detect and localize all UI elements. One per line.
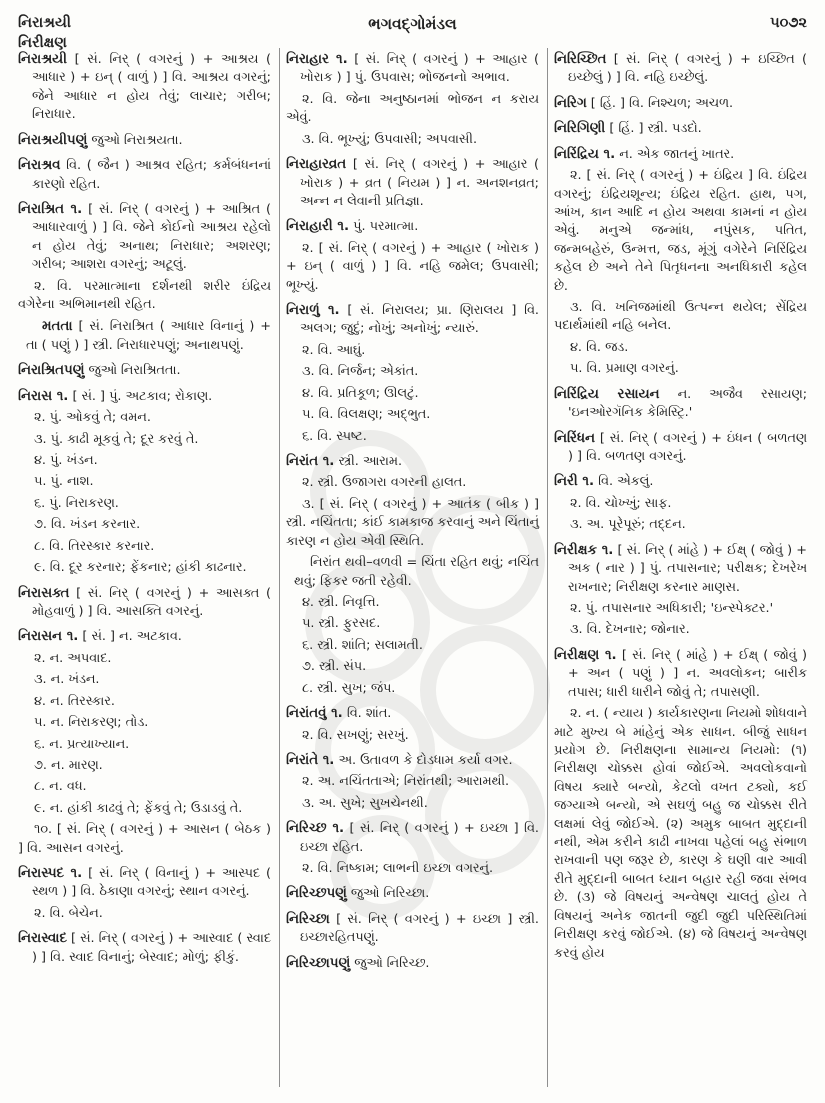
sense-line: ૨. અ. નચિંતતાએ; નિરાંતથી; આરામથી. xyxy=(302,774,510,790)
guide-word-last: નિરીક્ષણ xyxy=(18,34,67,51)
entry-lead: નિરિચ્છ ૧. [ સં. નિર્ ( વગરનું ) + ઇચ્છા ] વિ. ઇચ્છા રહિત. xyxy=(286,821,539,855)
entry-lead: નિરાશ્રવ વિ. ( જૈન ) આશ્રવ રહિત; કર્મબંધનનાં કારણો રહિત. xyxy=(18,158,271,192)
sense-line: ૨. પું. ઓકવું તે; વમન. xyxy=(34,410,151,426)
entry-lead: નિરાશ્રયીપણું જુઓ નિરાશ્રયતા. xyxy=(18,132,183,148)
sense-line: ૩. અ. પૂરેપૂરું; તદ્દન. xyxy=(570,517,686,533)
sense-line: ૩. વિ. દેખનાર; જોનાર. xyxy=(570,622,690,638)
entry-headword: નિરાશ્રયી xyxy=(18,52,67,67)
entry-headword: નિરાળું ૧. xyxy=(286,303,340,319)
sense-line: ૫. વિ. પ્રમાણ વગરનું. xyxy=(570,361,679,377)
sense-line: ૮. સ્ત્રી. સુખ; જંપ. xyxy=(302,680,396,696)
sense-line: ૨. વિ. નિષ્કામ; લાભની ઇચ્છા વગરનું. xyxy=(302,861,494,877)
sense-line: ૮. વિ. તિરસ્કાર કરનાર. xyxy=(34,538,155,554)
entry-headword: નિરાંત ૧. xyxy=(286,454,335,470)
sense-line: ૨. સ્ત્રી. ઉજાગરા વગરની હાલત. xyxy=(302,475,467,491)
entry-headword: નિરિચ્છપણું xyxy=(286,886,347,902)
entry-lead: નિરાસન ૧. [ સં. ] ન. અટકાવ. xyxy=(18,629,182,645)
entry-lead: નિરીક્ષણ ૧. [ સં. નિર્ ( માંહે ) + ઈક્ષ્ ( જોવું ) + અન ( પણું ) ] ન. અવલોકન; બારીક તપાસ; ધારી ધારીને જોવું તે; તપાસણી. xyxy=(554,647,807,700)
entry-lead: નિરાસક્ત [ સં. નિર્ ( વગરનું ) + આસક્ત ( મોહવાળું ) ] વિ. આસક્તિ વગરનું. xyxy=(18,585,271,619)
entry-lead: નિરિગ [ હિં. ] વિ. નિશ્ચળ; અચળ. xyxy=(554,95,734,111)
sub-entry: મતતા [ સં. નિરાશ્રિત ( આધાર વિનાનું ) + તા ( પણું ) ] સ્ત્રી. નિરાધારપણું; અનાથપણું. xyxy=(26,319,271,353)
entry-headword: નિરિંદ્રિય ૧. xyxy=(554,146,616,162)
sense-line: ૭. ન. મારણ. xyxy=(34,757,103,773)
entry-lead: નિરિંધન [ સં. નિર્ ( વગરનું ) + ઇંધન ( બળતણ ) ] વિ. બળતણ વગરનું. xyxy=(554,430,807,465)
sense-line: ૫. વિ. વિલક્ષણ; અદ્ભુત. xyxy=(302,407,431,423)
sense-line: ૩. [ સં. નિર્ ( વગરનું ) + આતંક ( બીક ) ] સ્ત્રી. નચિંતતા; કાંઈ કામકાજ કરવાનું અને ચિંતાનું કારણ ન હોય એવી સ્થિતિ. xyxy=(286,496,539,549)
entry-headword: નિરિંદ્રિય રસાયન xyxy=(554,386,660,402)
entry-headword: નિરિગિણી xyxy=(554,121,606,137)
entry-headword: નિરાસન ૧. xyxy=(18,629,79,645)
entry-lead: નિરિચ્છિત [ સં. નિર્ ( વગરનું ) + ઇચ્છિત ( ઇચ્છેલું ) ] વિ. નહિ ઇચ્છેલું. xyxy=(554,52,807,86)
entry-headword: નિરાશ્રવ xyxy=(18,158,61,174)
entry-lead: નિરિચ્છા [ સં. નિર્ ( વગરનું ) + ઇચ્છા ] સ્ત્રી. ઇચ્છારહિતપણું. xyxy=(286,911,539,946)
entry-headword: નિરાંતવું ૧. xyxy=(286,706,343,722)
entry-headword: નિરાહાર ૧. xyxy=(286,52,348,67)
entry-headword: નિરાહારવ્રત xyxy=(286,157,347,173)
sense-line: ૪. ન. તિરસ્કાર. xyxy=(34,693,115,709)
sense-line: ૬. વિ. સ્પષ્ટ. xyxy=(302,428,367,444)
entry-headword: નિરાસ્વાદ xyxy=(18,931,67,947)
column-1 xyxy=(12,48,279,1087)
entry-lead: નિરાહારી ૧. પું. પરમાત્મા. xyxy=(286,219,419,235)
sense-line: ૨. ન. અપવાદ. xyxy=(34,650,112,666)
sense-line: ૨. વિ. બેચેન. xyxy=(34,905,103,921)
entry-headword: નિરી ૧. xyxy=(554,474,595,490)
entry-lead: નિરીક્ષક ૧. [ સં. નિર્ ( માંહે ) + ઈક્ષ્ ( જોવું ) + અક ( નાર ) ] પું. તપાસનાર; પરીક્ષક; દેખરેખ રાખનાર; નિરીક્ષણ કરનાર માણસ. xyxy=(554,542,807,595)
entry-lead: નિરી ૧. વિ. એકલું. xyxy=(554,474,654,490)
sense-line: ૫. ન. નિરાકરણ; તોડ. xyxy=(34,715,149,731)
sense-line: ૧૦. [ સં. નિર્ ( વગરનું ) + આસન ( બેઠક ) ] વિ. આસન વગરનું. xyxy=(18,822,271,856)
sense-line: ૪. વિ. જડ. xyxy=(570,339,629,355)
entry-headword: નિરાસ ૧. xyxy=(18,388,69,404)
entry-lead: નિરાશ્રિતપણું જુઓ નિરાશ્રિતતા. xyxy=(18,363,181,379)
entry-lead: નિરાશ્રિત ૧. [ સં. નિર્ ( વગરનું ) + આશ્રિત ( આધારવાળું ) ] વિ. જેને કોઈનો આશ્રય રહેલો ન હોય તેવું; અનાથ; નિરાધાર; અશરણ; ગરીબ; આશરા વગરનું; અટૂલું. xyxy=(18,201,271,273)
sense-line: ૨. વિ. પરમાત્માના દર્શનથી શરીર ઇંદ્રિય વગેરેના અભિમાનથી રહિત. xyxy=(18,278,271,313)
sense-line: ૯. વિ. દૂર કરનાર; ફેંકનાર; હાંકી કાઢનાર. xyxy=(34,560,247,576)
entry-headword: નિરિચ્છાપણું xyxy=(286,955,351,971)
sense-line: ૪. સ્ત્રી. નિવૃત્તિ. xyxy=(302,594,380,610)
sense-line: ૩. પું. કાઢી મૂકવું તે; દૂર કરવું તે. xyxy=(34,431,199,447)
sense-line: ૩. ન. ખંડન. xyxy=(34,672,100,688)
sense-line: ૬. ન. પ્રત્યાખ્યાન. xyxy=(34,736,130,752)
entry-lead: નિરિચ્છાપણું જુઓ નિરિચ્છ. xyxy=(286,955,430,971)
sense-line: ૨. પું. તપાસનાર અધિકારી; 'ઇન્સ્પેક્ટર.' xyxy=(570,600,774,616)
entry-headword: નિરાશ્રિત ૧. xyxy=(18,201,83,217)
entry-headword: નિરાસક્ત xyxy=(18,585,70,601)
entry-headword: નિરિંધન xyxy=(554,430,595,446)
sense-line: ૬. સ્ત્રી. શાંતિ; સલામતી. xyxy=(302,637,423,653)
sense-line: ૨. વિ. સખણું; સરખું. xyxy=(302,727,409,743)
entry-headword: નિરાસ્પદ ૧. xyxy=(18,866,83,882)
sense-line: ૨. વિ. જેના અનુષ્ઠાનમાં ભોજન ન કરાય એવું. xyxy=(286,91,539,126)
sense-line: ૯. ન. હાંકી કાઢવું તે; ફેંકવું તે; ઉડાડવું તે. xyxy=(34,800,243,816)
sense-line: ૨. [ સં. નિર્ ( વગરનું ) + ઇંદ્રિય ] વિ. ઇંદ્રિય વગરનું; ઇંદ્રિયશૂન્ય; ઇંદ્રિય રહિત. હાથ, પગ, આંખ, કાન આદિ ન હોય અથવા કામનાં ન હોય એવું. મનુએ જન્માંધ, નપુંસક, પતિત, જન્મબહેરું, ઉન્મત્ત, જડ, મૂંગું વગેરેને નિરિંદ્રિય કહેલ છે અને તેને પિતૃધનના અનધિકારી કહેલ છે. xyxy=(554,168,807,294)
entry-headword: નિરિચ્છિત xyxy=(554,52,607,67)
entry-lead: નિરાસ ૧. [ સં. ] પું. અટકાવ; રોકાણ. xyxy=(18,388,213,404)
entry-headword: નિરીક્ષણ ૧. xyxy=(554,647,617,663)
sense-line: ૩. વિ. ખનિજમાંથી ઉત્પન્ન થયેલ; સેંદ્રિય પદાર્થમાંથી નહિ બનેલ. xyxy=(554,300,807,334)
sense-line: ૮. ન. વધ. xyxy=(34,779,87,795)
page-number: ૫૦૭૨ xyxy=(770,15,807,31)
entry-lead: નિરાસ્વાદ [ સં. નિર્ ( વગરનું ) + આસ્વાદ ( સ્વાદ ) ] વિ. સ્વાદ વિનાનું; બેસ્વાદ; મોળું; ફીકું. xyxy=(18,931,271,965)
sense-line: ૩. વિ. ભૂખ્યું; ઉપવાસી; અપવાસી. xyxy=(302,131,478,147)
entry-headword: નિરાહારી ૧. xyxy=(286,219,350,235)
entry-lead: નિરાશ્રયી [ સં. નિર્ ( વગરનું ) + આશ્રય ( આધાર ) + ઇન્ ( વાળું ) ] વિ. આશ્રય વગરનું; જેને આધાર ન હોય તેવું; લાચાર; ગરીબ; નિરાધાર. xyxy=(18,52,271,123)
entry-lead: નિરાસ્પદ ૧. [ સં. નિર્ ( વિનાનું ) + આસ્પદ ( સ્થળ ) ] વિ. ઠેકાણા વગરનું; સ્થાન વગરનું. xyxy=(18,866,271,900)
entry-lead: નિરાંતવું ૧. વિ. શાંત. xyxy=(286,706,392,722)
entry-headword: નિરિગ xyxy=(554,95,587,111)
entry-lead: નિરિગિણી [ હિં. ] સ્ત્રી. પડદો. xyxy=(554,121,702,137)
entry-lead: નિરિચ્છપણું જુઓ નિરિચ્છા. xyxy=(286,886,430,902)
sub-entry: નિરાંત થવી–વળવી = ચિંતા રહિત થવું; નચિંત થવું; ફિકર જતી રહેવી. xyxy=(294,555,539,589)
sense-line: ૭. વિ. ખંડન કરનાર. xyxy=(34,517,141,533)
entry-lead: નિરિંદ્રિય ૧. ન. એક જાતનું ખાતર. xyxy=(554,146,735,162)
column-2 xyxy=(279,48,547,1087)
sense-line: ૩. અ. સુખે; સુખચેનથી. xyxy=(302,795,428,811)
sense-line: ૭. સ્ત્રી. સંપ. xyxy=(302,659,367,675)
entry-headword: નિરીક્ષક ૧. xyxy=(554,542,614,558)
entry-headword: નિરાંતે ૧. xyxy=(286,752,335,768)
column-3 xyxy=(547,48,815,1087)
entry-headword: નિરિચ્છ ૧. xyxy=(286,821,345,837)
dictionary-columns xyxy=(0,46,825,1095)
sense-line: ૬. પું. નિરાકરણ. xyxy=(34,495,119,511)
entry-lead: નિરાંત ૧. સ્ત્રી. આરામ. xyxy=(286,454,403,470)
sense-line: ૨. વિ. આઘું. xyxy=(302,342,366,358)
sense-line: ૩. વિ. નિર્જન; એકાંત. xyxy=(302,364,419,380)
entry-lead: નિરિંદ્રિય રસાયન ન. અજૈવ રસાયણ; 'ઇનઓરગૅનિક કેમિસ્ટ્રિ.' xyxy=(554,386,808,421)
sense-line: ૨. વિ. ચોખ્ખું; સાફ. xyxy=(570,495,672,511)
entry-headword: નિરાશ્રિતપણું xyxy=(18,363,85,379)
page-title: ભગવદ્ગોમંડલ xyxy=(368,15,457,33)
sub-headword: મતતા xyxy=(42,319,73,335)
entry-headword: નિરિચ્છા xyxy=(286,911,330,927)
running-head xyxy=(0,0,825,51)
entry-lead: નિરાહારવ્રત [ સં. નિર્ ( વગરનું ) + આહાર ( ખોરાક ) + વ્રત ( નિયમ ) ] ન. અનશનવ્રત; અન્ન ન લેવાની પ્રતિજ્ઞા. xyxy=(286,157,539,209)
entry-lead: નિરાળું ૧. [ સં. નિરાલય; પ્રા. ણિરાલય ] વિ. અલગ; જુદું; નોખું; અનોખું; ન્યારું. xyxy=(286,303,540,337)
entry-lead: નિરાહાર ૧. [ સં. નિર્ ( વગરનું ) + આહાર ( ખોરાક ) ] પું. ઉપવાસ; ભોજનનો અભાવ. xyxy=(286,52,539,86)
sense-line: ૪. વિ. પ્રતિકૂળ; ઊલટું. xyxy=(302,385,419,401)
sense-line: ૨. ન. ( ન્યાય ) કાર્યકારણના નિયમો શોધવાને માટે મુખ્ય બે માંહેનું એક સાધન. બીજું સાધન પ્રયોગ છે. નિરીક્ષણના સામાન્ય નિયમો: (૧) નિરીક્ષણ ચોક્કસ હોવાં જોઈએ. અવલોકવાનો વિષય ક્યારે બન્યો, કેટલો વખત ટક્યો, કઈ જગ્યાએ બન્યો, એ સઘળું બહુ જ ચોક્કસ રીતે લક્ષમાં લેવું જોઈએ. (૨) અમુક બાબત મુદ્દાની નથી, એમ કરીને કાઢી નાખવા પહેલાં બહુ સંભાળ રાખવાની પણ જરૂર છે, કારણ કે ઘણી વાર આવી રીતે મુદ્દાની બાબત ધ્યાન બહાર રહી જવા સંભવ છે. (૩) જે વિષયનું અન્વેષણ ચાલતું હોય તે વિષયનું અનેક જાતની જુદી જુદી પરિસ્થિતિમાં નિરીક્ષણ કરવું જોઈએ. (૪) જે વિષયનું અન્વેષણ કરવું હોય xyxy=(554,706,807,961)
sense-line: ૫. સ્ત્રી. ફુરસદ. xyxy=(302,616,381,632)
entry-headword: નિરાશ્રયીપણું xyxy=(18,132,88,148)
sense-line: ૫. પું. નાશ. xyxy=(34,474,94,490)
entry-lead: નિરાંતે ૧. અ. ઉતાવળ કે દોડધામ કર્યા વગર. xyxy=(286,752,513,768)
sense-line: ૪. પું. ખંડન. xyxy=(34,453,98,469)
guide-word-first: નિરાશ્રયી xyxy=(18,15,71,31)
sense-line: ૨. [ સં. નિર્ ( વગરનું ) + આહાર ( ખોરાક ) + ઇન્ ( વાળું ) ] વિ. નહિ જમેલ; ઉપવાસી; ભૂખ્યું. xyxy=(286,240,539,293)
